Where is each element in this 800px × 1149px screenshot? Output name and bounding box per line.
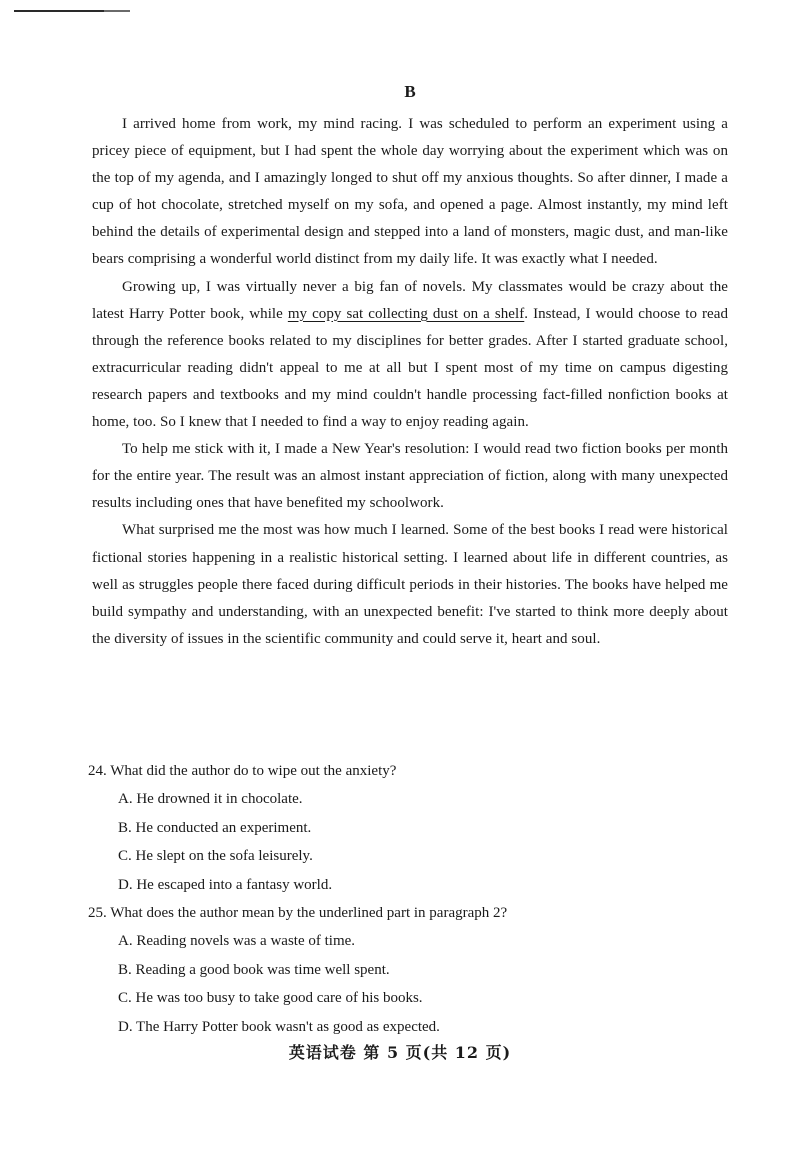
section-title: B	[404, 82, 416, 101]
question-stem: 24. What did the author do to wipe out the anxiety?	[88, 763, 397, 779]
paragraph-2-text-before: Growing up, I was virtually never a big fan of novels. My classmates would be crazy about the latest Harry Potter book, while	[92, 278, 728, 322]
underlined-phrase: my copy sat collecting dust on a shelf	[287, 305, 525, 322]
option-a: A. Reading novels was a waste of time.	[118, 933, 356, 949]
page-footer: 英语试卷 第 5 页(共 12 页)	[288, 1043, 512, 1062]
reading-passage	[92, 82, 728, 653]
option-b: B. He conducted an experiment.	[118, 819, 312, 836]
paragraph-2	[92, 274, 728, 437]
question-25	[88, 899, 728, 1041]
option-c: C. He was too busy to take good care of his books.	[118, 990, 423, 1006]
question-stem: 25. What does the author mean by the underlined part in paragraph 2?	[88, 905, 508, 921]
option-d: D. The Harry Potter book wasn't as good as expected.	[118, 1018, 440, 1035]
paragraph-3: To help me stick with it, I made a New Year's resolution: I would read two fiction books per month for the entire year. The result was an almost instant appreciation of fiction, along with many unexpected results including ones that have benefited my schoolwork.	[92, 441, 728, 512]
question-list	[88, 757, 728, 1041]
paragraph-1: I arrived home from work, my mind racing. I was scheduled to perform an experiment using a pricey piece of equipment, but I had spent the whole day worrying about the experiment which was on the top of my agenda, and I amazingly longed to shut off my anxious thoughts. So after dinner, I made a cup of hot chocolate, stretched myself on my sofa, and opened a page. Almost instantly, my mind left behind the details of experimental design and stepped into a land of monsters, magic dust, and man-like bears comprising a wonderful world distinct from my daily life. It was exactly what I needed.	[92, 116, 728, 268]
paragraph-4: What surprised me the most was how much I learned. Some of the best books I read were historical fictional stories happening in a realistic historical setting. I learned about life in different countries, as well as struggles people there faced during difficult periods in their histories. The books have helped me build sympathy and understanding, with an unexpected benefit: I've started to think more deeply about the diversity of issues in the scientific community and could serve it, heart and soul.	[92, 522, 728, 647]
paragraph-2-text-after: . Instead, I would choose to read through the reference books related to my disciplines for better grades. After I started graduate school, extracurricular reading didn't appeal to me at all but I spent most of my time on campus digesting research papers and textbooks and my mind couldn't handle processing fact-filled nonfiction books at home, too. So I knew that I needed to find a way to enjoy reading again.	[92, 305, 729, 431]
option-a: A. He drowned it in chocolate.	[118, 791, 303, 807]
option-b: B. Reading a good book was time well spent.	[118, 961, 390, 978]
option-c: C. He slept on the sofa leisurely.	[118, 848, 313, 864]
top-rule	[14, 10, 104, 12]
question-24	[88, 757, 728, 899]
option-d: D. He escaped into a fantasy world.	[118, 876, 333, 893]
top-rule-segment	[104, 10, 130, 12]
